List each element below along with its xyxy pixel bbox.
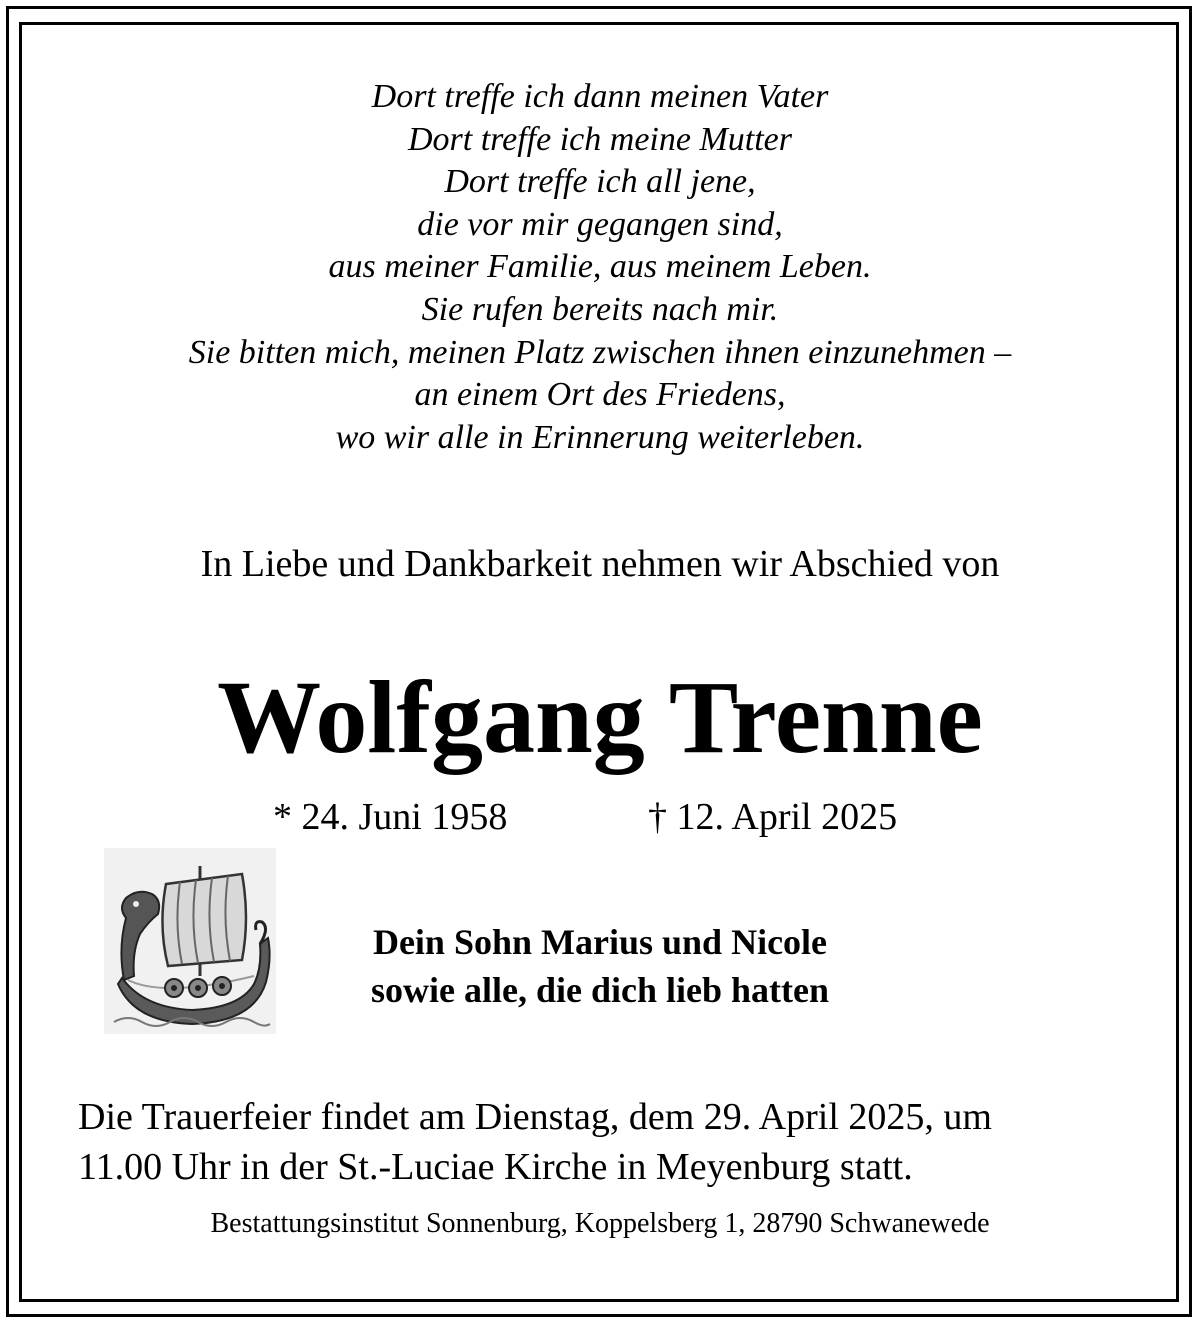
poem-line: an einem Ort des Friedens, (414, 376, 786, 414)
poem-line: Sie bitten mich, meinen Platz zwischen ihnen einzunehmen – (188, 333, 1012, 371)
farewell-intro: In Liebe und Dankbarkeit nehmen wir Abschied von (200, 543, 1000, 585)
poem-line: Dort treffe ich all jene, (444, 163, 756, 201)
poem-line: Sie rufen bereits nach mir. (421, 290, 779, 328)
deceased-name: Wolfgang Trenne (217, 660, 983, 775)
viking-ship-drawing (104, 848, 276, 1034)
poem-line: aus meiner Familie, aus meinem Leben. (328, 248, 872, 286)
mourners-line: sowie alle, die dich lieb hatten (371, 970, 829, 1010)
funeral-line: Die Trauerfeier findet am Dienstag, dem 29. April 2025, um (78, 1096, 992, 1138)
death-date: † 12. April 2025 (648, 796, 898, 838)
birth-date: * 24. Juni 1958 (273, 796, 508, 838)
poem-line: die vor mir gegangen sind, (417, 205, 783, 243)
viking-ship-icon (104, 848, 276, 1034)
poem (0, 76, 1200, 459)
funeral-info (78, 1092, 1138, 1192)
mourners (300, 918, 900, 1014)
poem-line: wo wir alle in Erinnerung weiterleben. (335, 418, 865, 456)
poem-line: Dort treffe ich dann meinen Vater (371, 78, 829, 115)
poem-line: Dort treffe ich meine Mutter (408, 120, 792, 158)
funeral-line: 11.00 Uhr in der St.-Luciae Kirche in Meyenburg statt. (78, 1146, 913, 1188)
mourners-line: Dein Sohn Marius und Nicole (372, 922, 828, 962)
undertaker-address: Bestattungsinstitut Sonnenburg, Koppelsberg 1, 28790 Schwanewede (210, 1208, 990, 1239)
